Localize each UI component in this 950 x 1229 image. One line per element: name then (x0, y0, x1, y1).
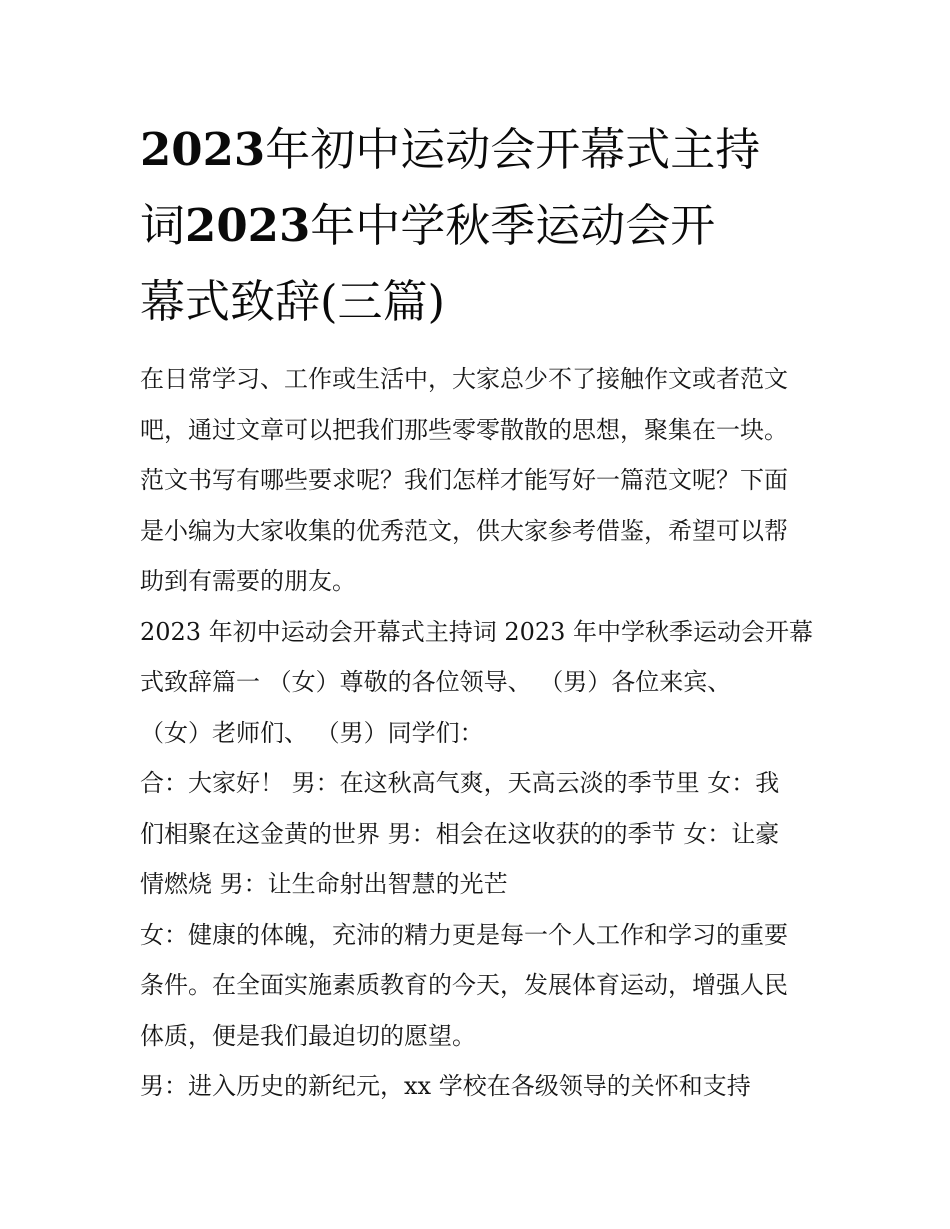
title-text-2b: 年中学秋季运动会开 (310, 199, 716, 252)
document-page (140, 112, 820, 1112)
body-line: 们相聚在这金黄的世界 男：相会在这收获的的季节 女：让豪 (140, 819, 780, 848)
body-line: 是小编为大家收集的优秀范文，供大家参考借鉴，希望可以帮 (140, 516, 788, 545)
title-line-3: 幕式致辞(三篇) (140, 275, 446, 328)
title-year-1: 2023 (140, 123, 266, 176)
title-year-2: 2023 (185, 199, 311, 252)
body-line: 吧，通过文章可以把我们那些零零散散的思想，聚集在一块。 (140, 415, 788, 444)
body-line: 体质，便是我们最迫切的愿望。 (140, 1021, 476, 1050)
body-line: （女）老师们、 （男）同学们： (140, 718, 484, 747)
body-line: 情燃烧 男：让生命射出智慧的光芒 (140, 870, 508, 898)
document-body (140, 354, 820, 1112)
body-line: 女：健康的体魄，充沛的精力更是每一个人工作和学习的重要 (140, 920, 788, 949)
body-line: 男：进入历史的新纪元，xx 学校在各级领导的关怀和支持 (140, 1072, 751, 1100)
body-line: 2023 年初中运动会开幕式主持词 2023 年中学秋季运动会开幕 (140, 617, 814, 646)
body-line: 合：大家好！ 男：在这秋高气爽，天高云淡的季节里 女：我 (140, 769, 780, 797)
body-line: 助到有需要的朋友。 (140, 567, 356, 595)
title-text-2a: 词 (140, 199, 186, 252)
title-line-1 (140, 112, 820, 188)
body-line: 条件。在全面实施素质教育的今天，发展体育运动，增强人民 (140, 971, 788, 999)
document-title (140, 112, 820, 340)
body-line: 范文书写有哪些要求呢？我们怎样才能写好一篇范文呢？下面 (140, 466, 788, 494)
title-line-2 (140, 188, 820, 264)
body-line: 在日常学习、工作或生活中，大家总少不了接触作文或者范文 (140, 365, 788, 393)
body-line: 式致辞篇一 （女）尊敬的各位领导、 （男）各位来宾、 (140, 668, 732, 696)
title-text-1: 年初中运动会开幕式主持 (265, 123, 761, 176)
